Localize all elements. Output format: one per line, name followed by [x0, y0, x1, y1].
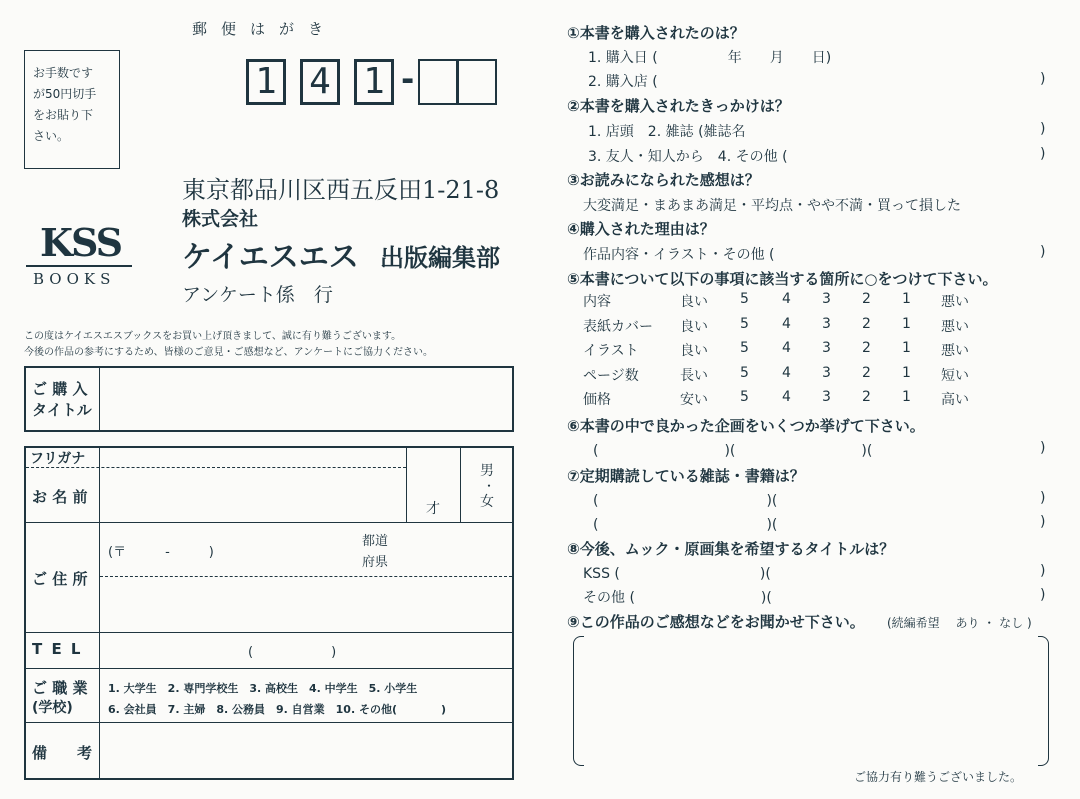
question-6: ⑥本書の中で良かった企画をいくつか挙げて下さい。: [567, 417, 925, 435]
stamp-note-line: さい。: [33, 129, 70, 143]
close-paren: ): [1040, 146, 1046, 162]
rating-scale-option[interactable]: 4: [782, 315, 791, 332]
rating-good-label[interactable]: 長い: [680, 367, 708, 384]
rating-scale-option[interactable]: 1: [902, 340, 911, 356]
company-prefix: 株式会社: [182, 208, 259, 230]
divider: [99, 448, 100, 778]
sequel-option[interactable]: (続編希望 あり ・ なし ): [887, 616, 1032, 630]
rating-scale-option[interactable]: 5: [740, 340, 749, 356]
rating-scale-option[interactable]: 2: [862, 291, 871, 307]
postal-prefix: (〒 - ): [108, 545, 214, 560]
intro-line: この度はケイエスエスブックスをお買い上げ頂きまして、誠に有り難うございます。: [24, 331, 402, 342]
divider: [26, 522, 512, 523]
question-3: ③お読みになられた感想は？: [567, 171, 760, 189]
rating-good-label[interactable]: 良い: [680, 343, 708, 359]
stamp-note-line: をお貼り下: [33, 108, 94, 122]
stamp-note-line: お手数です: [33, 66, 94, 80]
age-suffix: 才: [426, 501, 440, 517]
postal-digit-box[interactable]: [457, 59, 497, 105]
rating-scale-option[interactable]: 3: [822, 291, 831, 307]
rating-good-label[interactable]: 良い: [680, 318, 708, 335]
furigana-field[interactable]: [104, 449, 402, 465]
department-name: 出版編集部: [380, 244, 500, 272]
name-field[interactable]: [104, 470, 402, 518]
tel-field[interactable]: ( ): [248, 645, 337, 660]
postal-digit-box[interactable]: [418, 59, 458, 105]
rating-bad-label[interactable]: 短い: [941, 367, 969, 384]
question-8: ⑧今後、ムック・原画集を希望するタイトルは？: [567, 540, 895, 558]
rating-item: 表紙カバー: [583, 318, 653, 335]
postal-digit-box[interactable]: 4: [300, 59, 340, 105]
right-bracket: [1038, 636, 1049, 766]
stamp-note: [24, 50, 120, 169]
recipient: アンケート係 行: [182, 284, 333, 306]
intro-line: 今後の作品の参考にするため、皆様のご意見・ご感想など、アンケートにご協力ください。: [24, 347, 433, 358]
close-paren: ): [1040, 563, 1046, 579]
rating-scale-option[interactable]: 5: [740, 315, 749, 332]
rating-scale-option[interactable]: 2: [862, 364, 871, 381]
stamp-note-line: が50円切手: [33, 87, 97, 101]
prefecture-label: 府県: [362, 555, 389, 570]
purchase-title-label: タイトル: [32, 401, 92, 419]
rating-scale-option[interactable]: 5: [740, 389, 749, 405]
postcard-label: 郵便はがき: [192, 20, 338, 38]
rating-scale-option[interactable]: 4: [782, 389, 791, 405]
question-7: ⑦定期購読している雑誌・書籍は？: [567, 467, 805, 485]
rating-scale-option[interactable]: 2: [862, 389, 871, 405]
furigana-label: フリガナ: [30, 451, 86, 467]
rating-bad-label[interactable]: 悪い: [941, 343, 969, 359]
rating-good-label[interactable]: 良い: [680, 294, 708, 310]
gender-male[interactable]: 男: [480, 463, 494, 479]
q7-field[interactable]: ( )(: [593, 493, 778, 509]
divider: [26, 722, 512, 723]
rating-bad-label[interactable]: 悪い: [941, 318, 969, 335]
rating-scale-option[interactable]: 3: [822, 315, 831, 332]
prefecture-label: 都道: [362, 534, 389, 549]
rating-scale-option[interactable]: 4: [782, 340, 791, 356]
comment-field[interactable]: [573, 636, 1049, 764]
rating-scale-option[interactable]: 3: [822, 364, 831, 381]
rating-scale-option[interactable]: 1: [902, 389, 911, 405]
close-paren: ): [1040, 440, 1046, 456]
rating-good-label[interactable]: 安い: [680, 392, 708, 408]
rating-bad-label[interactable]: 高い: [941, 392, 969, 408]
q1-store[interactable]: 2. 購入店 (: [588, 74, 658, 90]
close-paren: ): [1040, 587, 1046, 603]
divider: [26, 632, 512, 633]
occupation-options[interactable]: 1. 大学生 2. 専門学校生 3. 高校生 4. 中学生 5. 小学生: [108, 682, 418, 695]
rating-item: イラスト: [583, 343, 639, 359]
rating-scale-option[interactable]: 2: [862, 340, 871, 356]
question-9: ⑨この作品のご感想などをお聞かせ下さい。: [567, 613, 865, 631]
postal-digit-box[interactable]: 1: [246, 59, 286, 105]
age-field[interactable]: [410, 470, 456, 518]
left-bracket: [573, 636, 584, 766]
divider: [100, 576, 512, 577]
company-name: ケイエスエス: [182, 240, 359, 275]
address-label: ご 住 所: [32, 570, 88, 588]
logo-divider: [26, 265, 132, 267]
question-2: ②本書を購入されたきっかけは？: [567, 97, 790, 115]
kss-logo: KSS: [40, 220, 122, 265]
q8-other-field[interactable]: その他 ( )(: [583, 590, 772, 606]
postal-digit-box[interactable]: 1: [354, 59, 394, 105]
tel-label: T E L: [32, 640, 83, 658]
rating-scale-option[interactable]: 1: [902, 315, 911, 332]
q2-options[interactable]: 1. 店頭 2. 雑誌 (雑誌名: [588, 124, 746, 140]
thanks-text: ご協力有り難うございました。: [854, 770, 1023, 784]
postal-hyphen: -: [401, 60, 415, 98]
rating-scale-option[interactable]: 1: [902, 291, 911, 307]
remarks-label: 備 考: [32, 744, 93, 762]
purchase-title-field[interactable]: [104, 372, 508, 426]
close-paren: ): [1040, 71, 1046, 87]
q4-options[interactable]: 作品内容・イラスト・その他 (: [583, 247, 775, 263]
rating-scale-option[interactable]: 3: [822, 340, 831, 356]
address-line: 東京都品川区西五反田1-21-8: [182, 176, 500, 204]
divider: [26, 668, 512, 669]
rating-item: ページ数: [583, 367, 639, 384]
close-paren: ): [1040, 121, 1046, 137]
rating-scale-option[interactable]: 5: [740, 364, 749, 381]
gender-female[interactable]: 女: [480, 494, 494, 510]
purchase-title-label: ご 購 入: [32, 380, 88, 398]
q7-field[interactable]: ( )(: [593, 517, 778, 533]
name-label: お 名 前: [32, 488, 88, 506]
q8-kss-field[interactable]: KSS ( )(: [583, 566, 771, 582]
rating-scale-option[interactable]: 5: [740, 291, 749, 307]
rating-scale-option[interactable]: 2: [862, 315, 871, 332]
rating-item: 価格: [583, 392, 611, 408]
rating-scale-option[interactable]: 4: [782, 364, 791, 381]
q1-date[interactable]: 1. 購入日 ( 年 月 日): [588, 50, 832, 66]
divider: [460, 448, 461, 522]
divider: [99, 368, 100, 430]
close-paren: ): [1040, 490, 1046, 506]
books-logo: BOOKS: [33, 270, 116, 288]
rating-scale-option[interactable]: 4: [782, 291, 791, 307]
occupation-options[interactable]: 6. 会社員 7. 主婦 8. 公務員 9. 自営業 10. その他( ): [108, 703, 447, 716]
gender-separator: ・: [483, 479, 496, 493]
q2-options[interactable]: 3. 友人・知人から 4. その他 (: [588, 149, 788, 165]
question-5: ⑤本書について以下の事項に該当する箇所に○をつけて下さい。: [567, 270, 998, 288]
remarks-field[interactable]: [104, 726, 508, 776]
address-field[interactable]: [104, 580, 508, 628]
q3-options[interactable]: 大変満足・まあまあ満足・平均点・やや不満・買って損した: [583, 198, 961, 214]
close-paren: ): [1040, 514, 1046, 530]
question-1: ①本書を購入されたのは？: [567, 24, 745, 42]
divider: [406, 448, 407, 522]
rating-scale-option[interactable]: 3: [822, 389, 831, 405]
occupation-label: (学校): [32, 700, 73, 716]
rating-bad-label[interactable]: 悪い: [941, 294, 969, 310]
question-4: ④購入された理由は？: [567, 220, 715, 238]
rating-scale-option[interactable]: 1: [902, 364, 911, 381]
q6-field[interactable]: ( )( )(: [593, 443, 873, 459]
occupation-label: ご 職 業: [32, 679, 88, 697]
rating-item: 内容: [583, 294, 611, 310]
close-paren: ): [1040, 244, 1046, 260]
